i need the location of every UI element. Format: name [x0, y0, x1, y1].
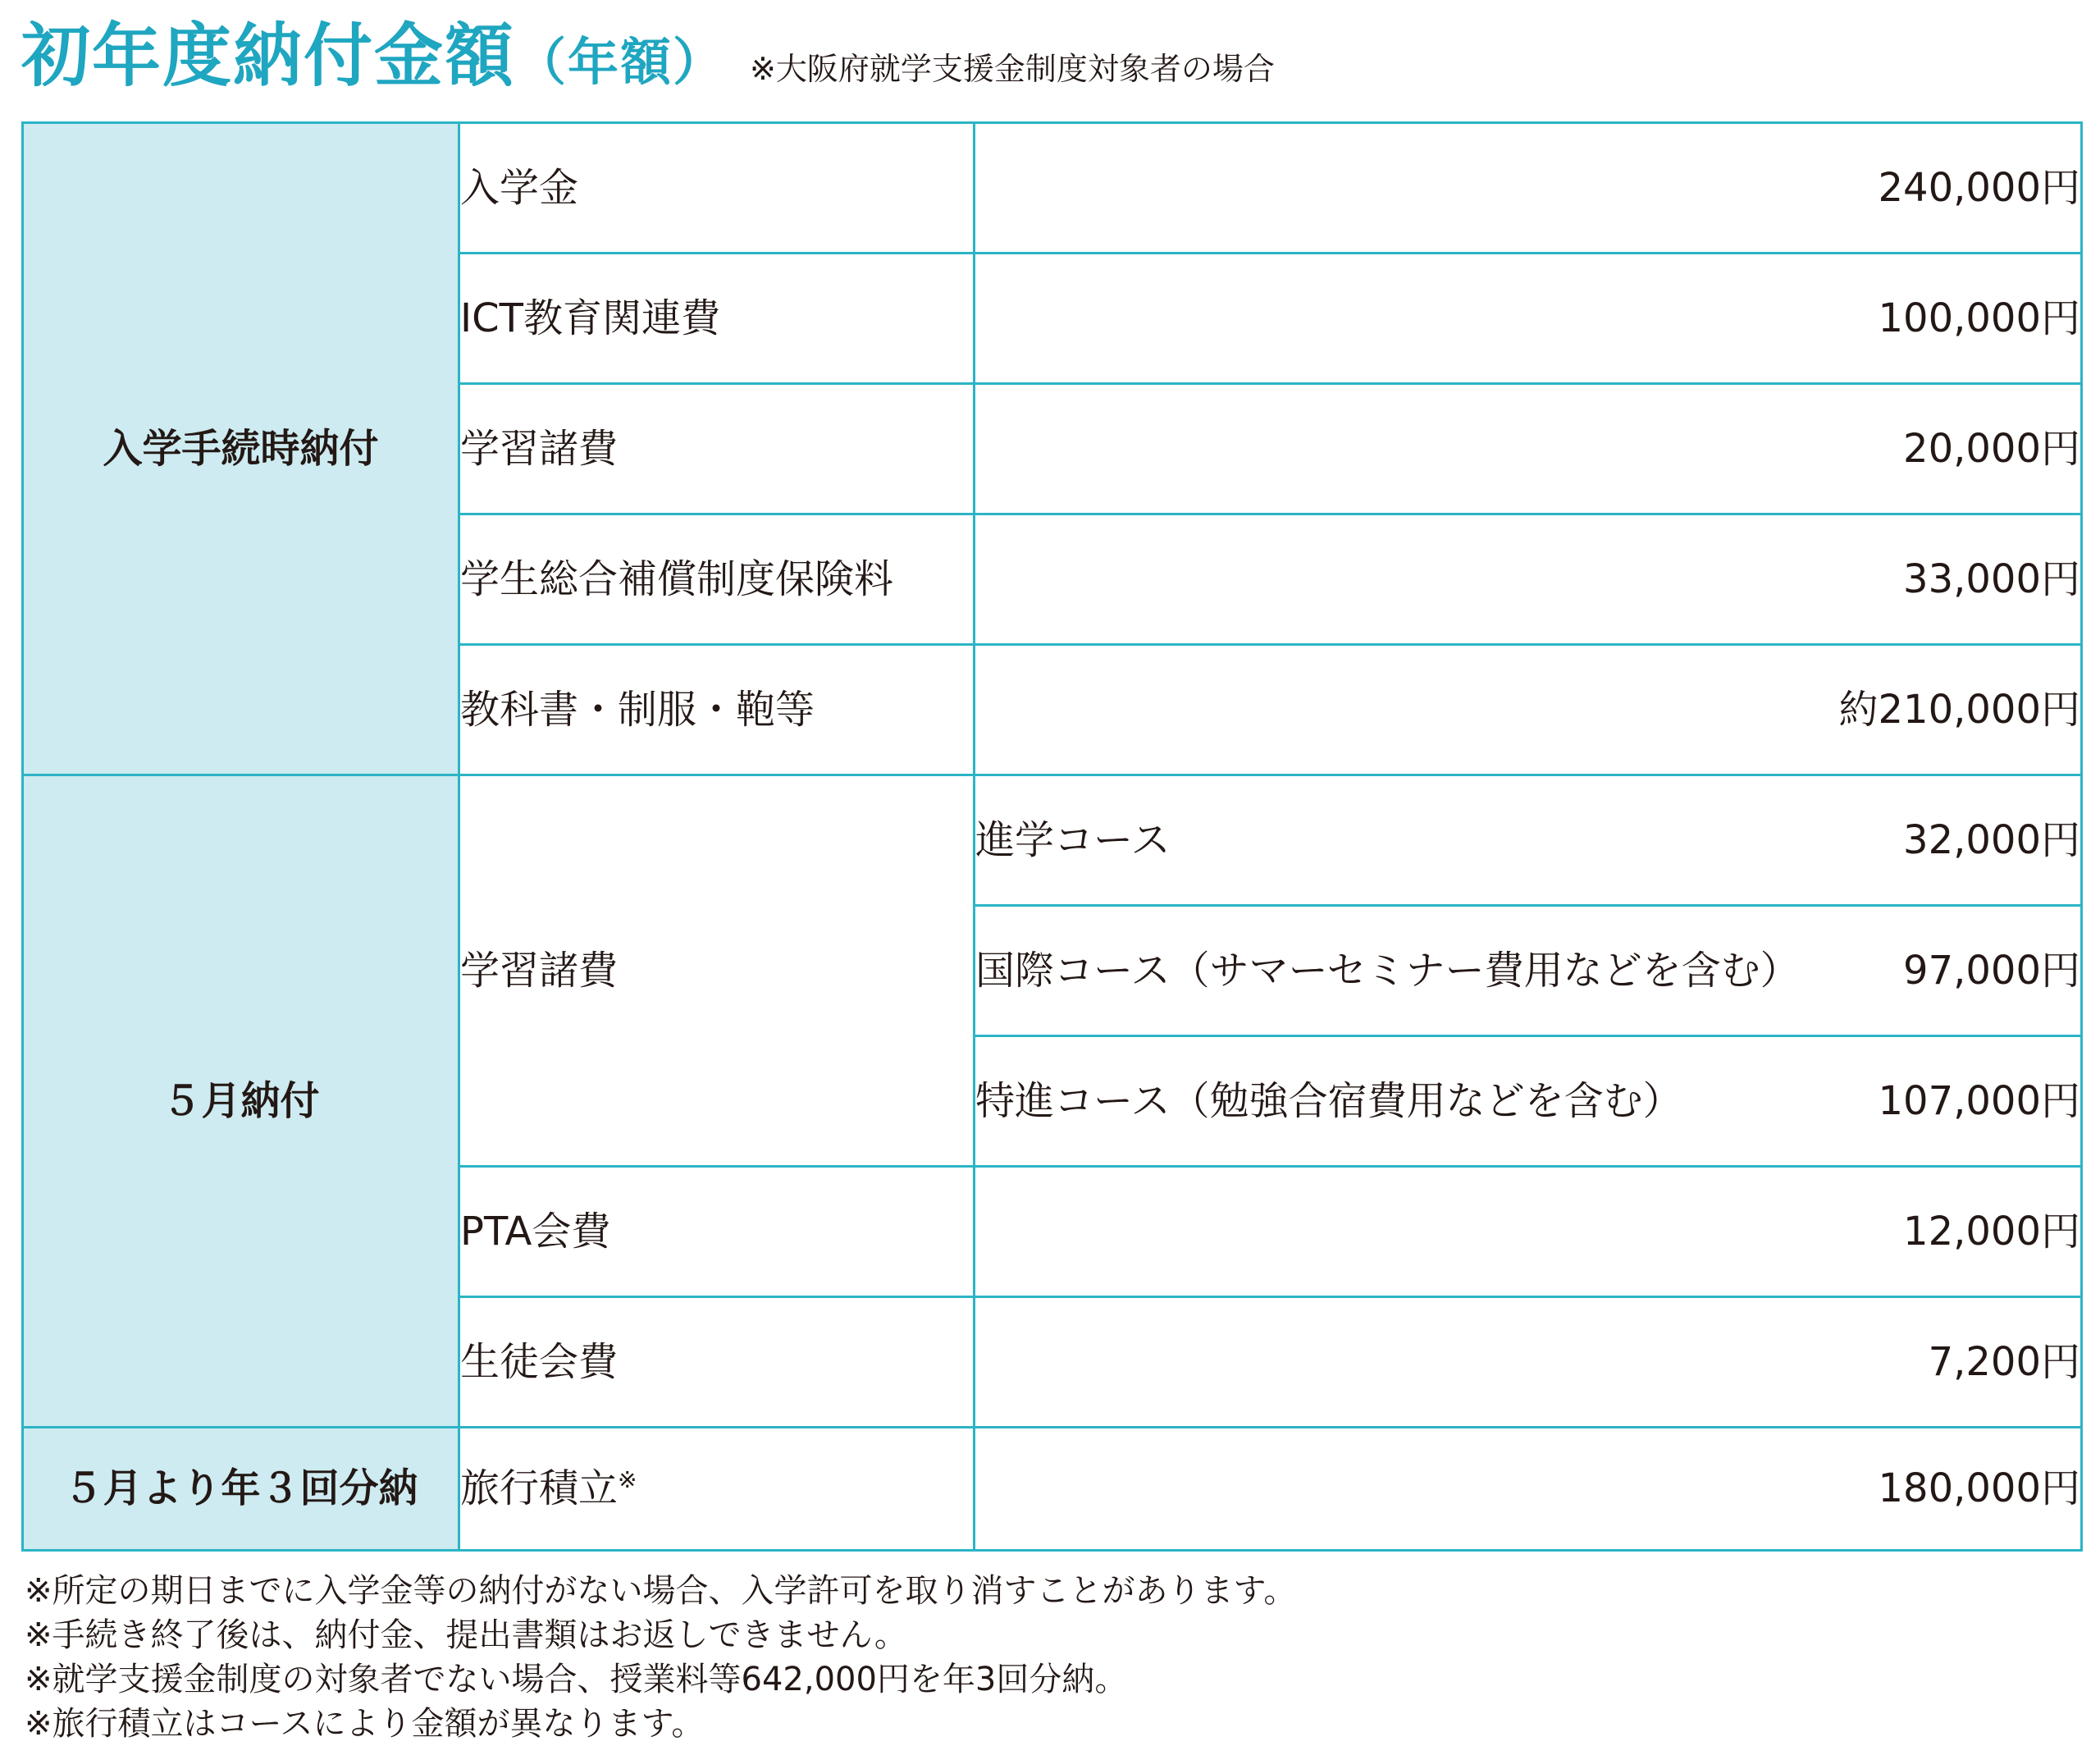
- amount-travel-savings: 180,000円: [975, 1428, 2082, 1551]
- item-student-council-fee: 生徒会費: [459, 1297, 975, 1428]
- amount-textbooks-uniform: 約210,000円: [975, 645, 2082, 775]
- page-title: [21, 15, 725, 103]
- amount-pta-fee: 12,000円: [975, 1167, 2082, 1297]
- heading-note: ※大阪府就学支援金制度対象者の場合: [750, 51, 1275, 87]
- course-amount: 97,000円: [1903, 947, 2080, 994]
- fee-table: [21, 121, 2083, 1552]
- amount-admission-fee: 240,000円: [975, 123, 2082, 254]
- course-amount: 107,000円: [1878, 1077, 2080, 1124]
- group-may-payment: ５月納付: [23, 775, 459, 1428]
- footnote: ※手続き終了後は、納付金、提出書類はお返しできません。: [25, 1616, 907, 1654]
- table-row: [23, 123, 2082, 254]
- table-row: [23, 1428, 2082, 1551]
- page-heading: [21, 15, 1275, 97]
- item-study-expenses: 学習諸費: [459, 384, 975, 514]
- amount-student-council-fee: 7,200円: [975, 1297, 2082, 1428]
- footnote: ※就学支援金制度の対象者でない場合、授業料等642,000円を年3回分納。: [25, 1661, 1128, 1698]
- course-name: 国際コース（サマーセミナー費用などを含む）: [975, 947, 1800, 994]
- item-pta-fee: PTA会費: [459, 1167, 975, 1297]
- title-main: 初年度納付金額: [21, 16, 516, 96]
- group-enrollment-payment: 入学手続時納付: [23, 123, 459, 775]
- course-name: 進学コース: [975, 816, 1171, 863]
- course-row-advanced: [975, 775, 2082, 906]
- footnote-mark: ※: [618, 1466, 637, 1494]
- item-study-expenses-may: 学習諸費: [459, 775, 975, 1167]
- footnote: ※旅行積立はコースにより金額が異なります。: [25, 1705, 705, 1743]
- course-row-international: [975, 906, 2082, 1036]
- course-name: 特進コース（勉強合宿費用などを含む）: [975, 1077, 1682, 1124]
- amount-insurance: 33,000円: [975, 514, 2082, 645]
- item-admission-fee: 入学金: [459, 123, 975, 254]
- table-row: [23, 775, 2082, 906]
- item-textbooks-uniform: 教科書・制服・鞄等: [459, 645, 975, 775]
- course-row-special: [975, 1036, 2082, 1167]
- title-suffix: （年額）: [515, 32, 726, 92]
- footnotes: [25, 1569, 1296, 1746]
- footnote: ※所定の期日までに入学金等の納付がない場合、入学許可を取り消すことがあります。: [25, 1572, 1297, 1610]
- course-amount: 32,000円: [1903, 816, 2080, 863]
- item-ict-fee: ICT教育関連費: [459, 254, 975, 384]
- amount-study-expenses: 20,000円: [975, 384, 2082, 514]
- item-travel-savings: [459, 1428, 975, 1551]
- item-insurance: 学生総合補償制度保険料: [459, 514, 975, 645]
- travel-label: 旅行積立: [460, 1465, 619, 1512]
- amount-ict-fee: 100,000円: [975, 254, 2082, 384]
- group-installment: ５月より年３回分納: [23, 1428, 459, 1551]
